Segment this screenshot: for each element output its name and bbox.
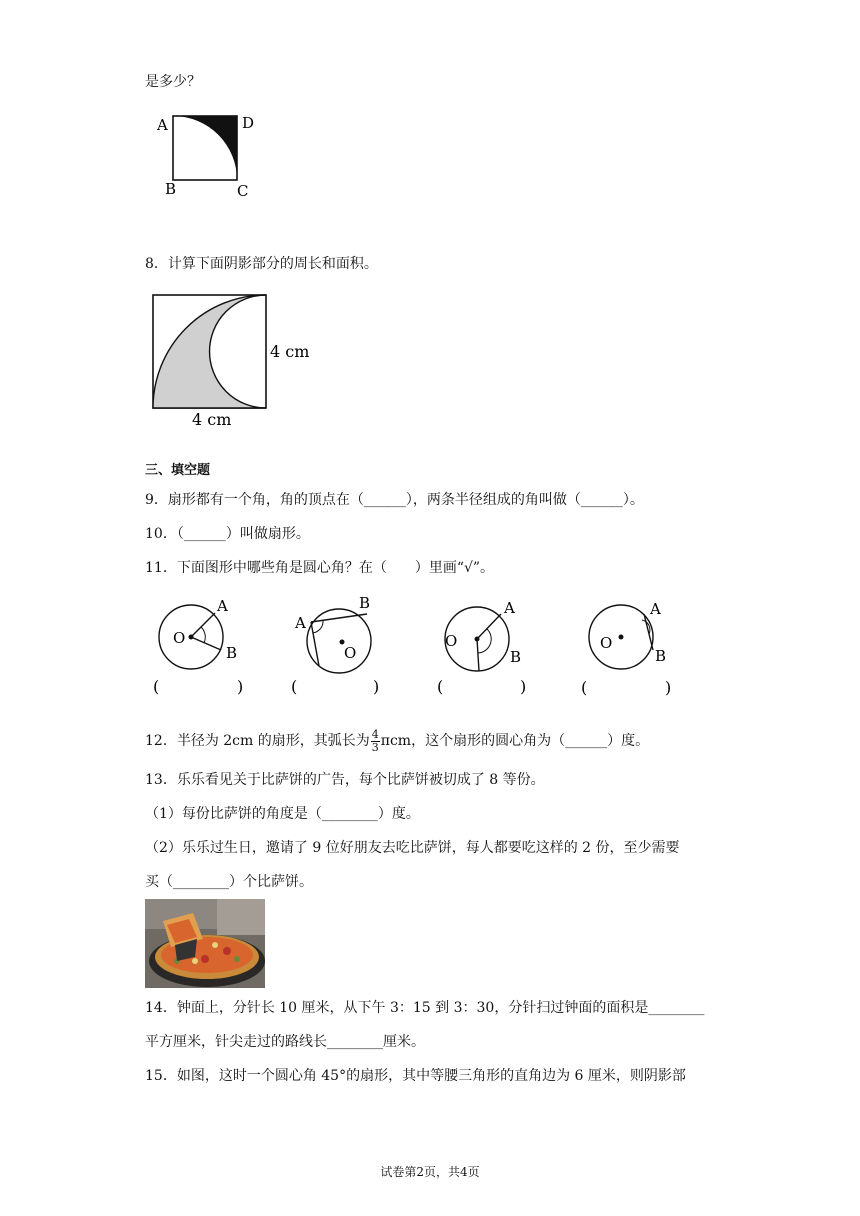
label-d: D bbox=[242, 114, 255, 132]
question-13-part-1: （1）每份比萨饼的角度是（________）度。 bbox=[145, 806, 420, 822]
circle-2-paren-close: ) bbox=[373, 677, 380, 696]
bottom-length-label: 4 cm bbox=[192, 410, 232, 429]
question-12-after: πcm，这个扇形的圆心角为（______）度。 bbox=[380, 733, 650, 749]
label-a: A bbox=[157, 116, 168, 134]
question-13: 13．乐乐看见关于比萨饼的广告，每个比萨饼被切成了 8 等份。 bbox=[145, 772, 545, 788]
circle-3-paren-open: ( bbox=[437, 677, 444, 696]
question-13-part-2-line-1: （2）乐乐过生日，邀请了 9 位好朋友去吃比萨饼，每人都要吃这样的 2 份，至少需要 bbox=[145, 840, 680, 856]
question-10: 10．（______）叫做扇形。 bbox=[145, 526, 310, 542]
question-11-circles bbox=[145, 592, 695, 704]
question-13-part-2-line-2: 买（________）个比萨饼。 bbox=[145, 874, 313, 890]
question-9: 9．扇形都有一个角，角的顶点在（______），两条半径组成的角叫做（______）。 bbox=[145, 492, 644, 508]
circle-1-o-label: O bbox=[173, 629, 186, 647]
question-11: 11．下面图形中哪些角是圆心角？在（ ）里画“√”。 bbox=[145, 560, 495, 576]
question-12 bbox=[145, 724, 649, 758]
section-title-fill-blank: 三、填空题 bbox=[145, 463, 211, 478]
circle-2-a-label: A bbox=[295, 614, 306, 632]
question-14-line-1: 14．钟面上，分针长 10 厘米，从下午 3：15 到 3：30，分针扫过钟面的面积是________ bbox=[145, 1000, 705, 1016]
circle-2-o-label: O bbox=[344, 644, 357, 662]
fraction-numerator: 4 bbox=[371, 727, 379, 741]
circle-3-a-label: A bbox=[504, 599, 515, 617]
question-7-tail: 是多少？ bbox=[145, 74, 201, 90]
question-12-before: 12．半径为 2cm 的扇形，其弧长为 bbox=[145, 733, 370, 749]
circle-4-paren-open: ( bbox=[581, 678, 588, 697]
side-length-label: 4 cm bbox=[270, 342, 310, 361]
circle-4-o-label: O bbox=[600, 634, 613, 652]
circle-4-paren-close: ) bbox=[665, 678, 672, 697]
label-c: C bbox=[237, 182, 249, 200]
circle-figure-1 bbox=[153, 597, 243, 696]
circle-1-paren-open: ( bbox=[153, 677, 160, 696]
question-8-figure bbox=[148, 290, 328, 430]
question-14-line-2: 平方厘米，针尖走过的路线长________厘米。 bbox=[145, 1034, 425, 1050]
circle-figure-3 bbox=[437, 599, 526, 696]
square-abcd-figure bbox=[155, 108, 265, 200]
circle-3-paren-close: ) bbox=[520, 677, 527, 696]
circle-2-b-label: B bbox=[359, 594, 371, 612]
page-footer: 试卷第2页，共4页 bbox=[380, 1165, 480, 1179]
question-15: 15．如图，这时一个圆心角 45°的扇形，其中等腰三角形的直角边为 6 厘米，则阴影部 bbox=[145, 1068, 686, 1084]
circle-figure-4 bbox=[581, 600, 671, 697]
pizza-photo bbox=[145, 899, 265, 988]
fraction-denominator: 3 bbox=[371, 740, 379, 754]
circle-4-b-label: B bbox=[655, 647, 667, 665]
label-b: B bbox=[165, 180, 177, 198]
circle-2-paren-open: ( bbox=[291, 677, 298, 696]
circle-figure-2 bbox=[291, 594, 379, 696]
circle-3-b-label: B bbox=[510, 648, 522, 666]
circle-3-o-label: O bbox=[445, 632, 458, 650]
circle-4-a-label: A bbox=[650, 600, 661, 618]
question-8: 8．计算下面阴影部分的周长和面积。 bbox=[145, 256, 378, 272]
circle-1-paren-close: ) bbox=[237, 677, 244, 696]
circle-1-a-label: A bbox=[217, 597, 228, 615]
circle-1-b-label: B bbox=[226, 644, 238, 662]
fraction-4-3 bbox=[371, 729, 380, 754]
